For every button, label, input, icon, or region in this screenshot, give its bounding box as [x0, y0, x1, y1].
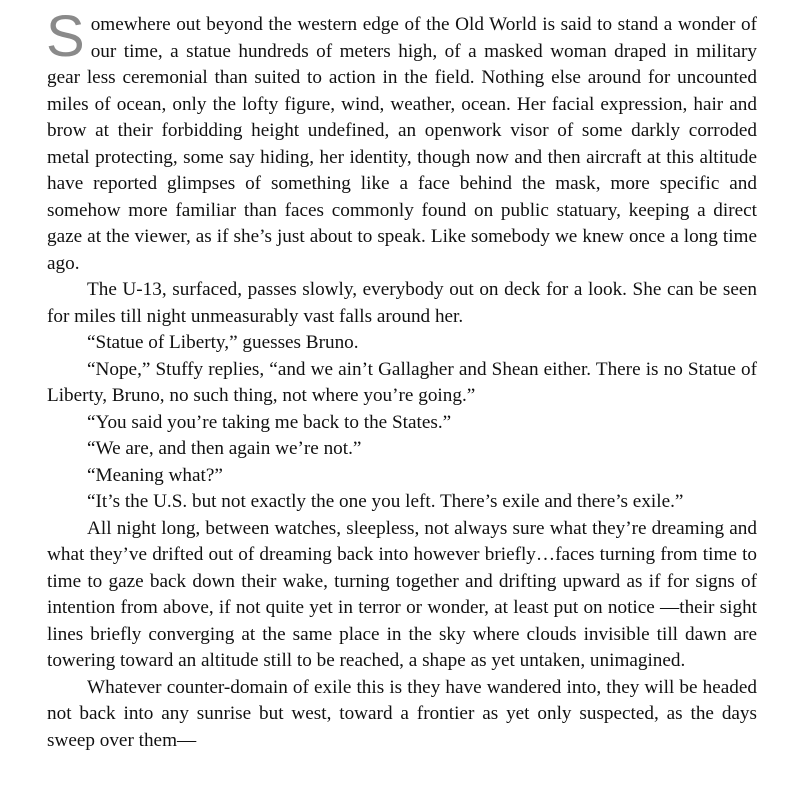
paragraph-7: “Meaning what?”	[87, 464, 223, 486]
paragraph-9: All night long, between watches, sleepless, not always sure what they’re dreaming and what they’ve drifted out of dreaming back into however briefly…faces turning from time to time to gaze back down their wake, turning together and drifting upward as if for signs of intention from above, if not quite yet in terror or wonder, at least put on notice —their sight lines briefly converging at the same place in the sky where clouds invisible till dawn are towering toward an altitude still to be reached, a shape as yet untaken, unimagined.	[47, 517, 757, 671]
paragraph-4: “Nope,” Stuffy replies, “and we ain’t Gallagher and Shean either. There is no Statue of Liberty, Bruno, no such thing, not where you’re going.”	[47, 358, 757, 406]
paragraph-10: Whatever counter-domain of exile this is they have wandered into, they will be headed not back into any sunrise but west, toward a frontier as yet only suspected, as the days sweep over them—	[47, 676, 757, 751]
paragraph-2: The U-13, surfaced, passes slowly, everybody out on deck for a look. She can be seen for miles till night unmeasurably vast falls around her.	[47, 279, 757, 327]
page-text	[46, 4, 757, 754]
paragraph-8: “It’s the U.S. but not exactly the one you left. There’s exile and there’s exile.”	[87, 491, 684, 512]
paragraph-1	[46, 4, 757, 277]
drop-cap: S	[46, 4, 85, 69]
paragraph-6: “We are, and then again we’re not.”	[87, 438, 362, 459]
paragraph-1-text: omewhere out beyond the western edge of the Old World is said to stand a wonder of our time, a statue hundreds of meters high, of a masked woman draped in military gear less ceremonial than suited to action in the field. Nothing else around for uncounted miles of ocean, only the lofty figure, wind, weather, ocean. Her facial expression, hair and brow at their forbidding height undefined, an openwork visor of some darkly corroded metal protecting, some say hiding, her identity, though now and then aircraft at this altitude have reported glimpses of something like a face behind the mask, more specific and somehow more familiar than faces commonly found on public statuary, keeping a direct gaze at the viewer, as if she’s just about to speak. Like somebody we knew once a long time ago.	[47, 14, 757, 274]
paragraph-5: “You said you’re taking me back to the States.”	[87, 411, 452, 433]
paragraph-3: “Statue of Liberty,” guesses Bruno.	[87, 332, 359, 353]
